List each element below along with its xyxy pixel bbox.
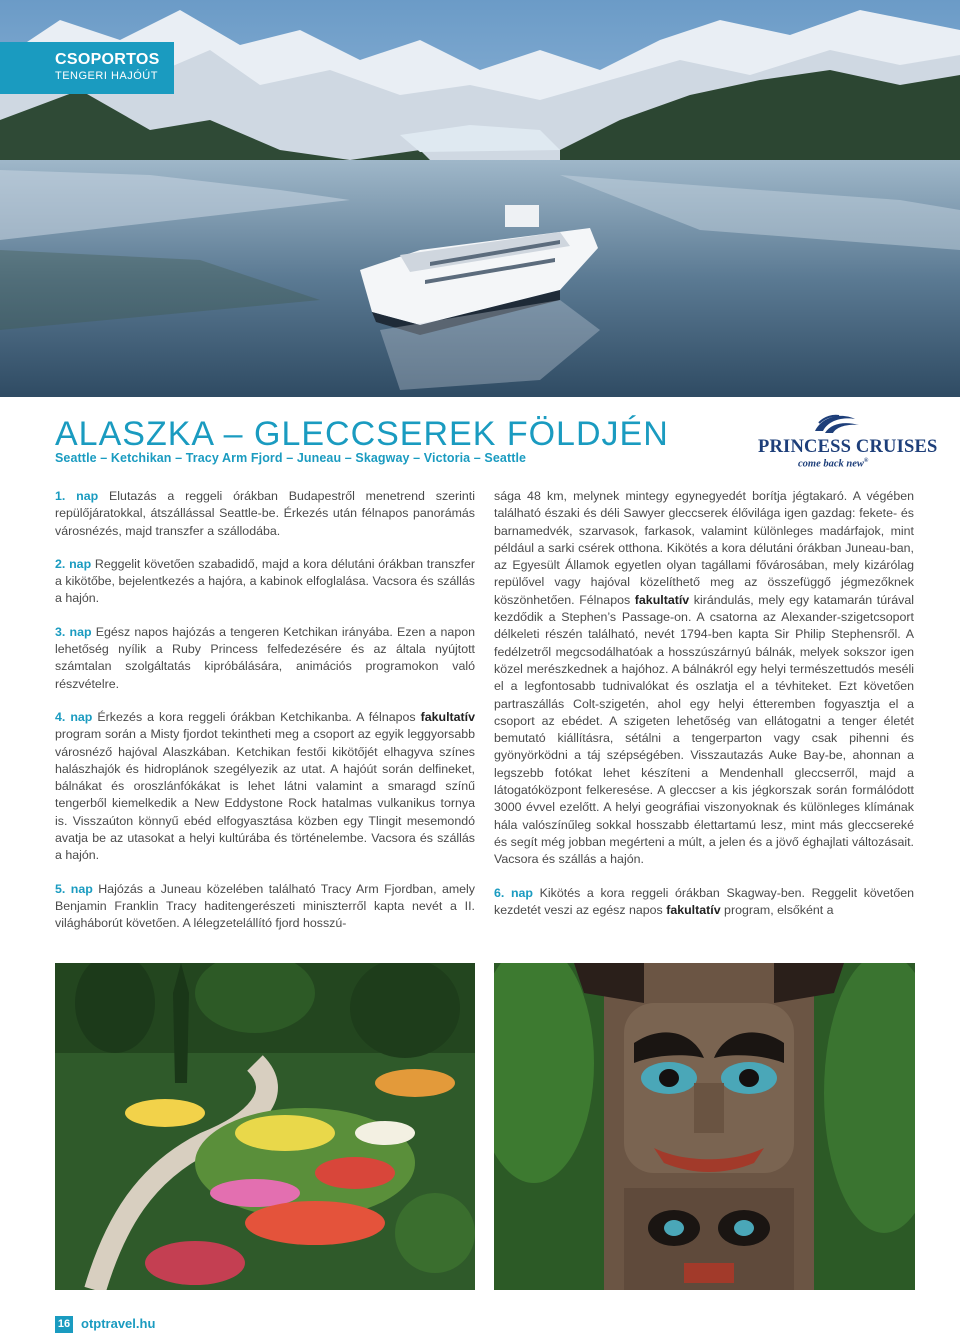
itinerary-column-left (55, 488, 475, 949)
princess-wave-logo-mark (809, 411, 865, 439)
princess-cruises-logo (758, 411, 938, 471)
route-subtitle: Seattle – Ketchikan – Tracy Arm Fjord – Juneau – Skagway – Victoria – Seattle (55, 451, 527, 465)
garden-photo (55, 963, 475, 1290)
category-badge (0, 42, 174, 94)
day-1-text: Elutazás a reggeli órákban Budapestről menetrend szerinti repülőjáratokkal, átszállással Seattle-be. Érkezés után félnapos panorámás városnézés, majd transzfer a szállodába. (55, 489, 475, 538)
day-2-paragraph (55, 556, 475, 608)
logo-tagline-text: come back new (798, 458, 864, 470)
day-6-label: 6. nap (494, 885, 534, 900)
day-4-text-b: program során a Misty fjordot tekintheti meg a csoport az egyik leggyorsabb városnéző hajóval Alaszkában. Ketchikan festői kikötőjét elhagyva színes halászhajók és hidroplánok szegélyezik az utat. A hajóút során delfineket, bálnákat és oroszlánfókákat is lehet látni valamint a smaragd színű tengerből kiemelkedik a New Eddystone Rock hatalmas vulkanikus tornya is. Visszaúton könnyű ebéd elfogyasztása közben egy Tlingit mesemondó avatja be az utasokat a helyi kultúrába és történelembe. Vacsora és szállás a hajón. (55, 727, 475, 863)
page-number: 16 (55, 1316, 73, 1333)
logo-trademark: ® (863, 458, 869, 464)
day-5-cont-text-a: sága 48 km, melynek mintegy egynegyedét borítja jégtakaró. A végében található északi és déli Sawyer gleccserek élővilága igen gazdag: fekete- és barnamedvék, szarvasok, farkasok, valamint különleges madárfajok, mint például a sarki csérek otthona. Kikötés a kora délutáni órákban Juneau-ban, az Egyesült Államok egyetlen olyan tagállami fővárosában, mely kizárólag repülővel vagy hajóval közelíthető meg az összefüggő jégmezőknek köszönhetően. Félnapos (494, 489, 914, 607)
day-2-label: 2. nap (55, 556, 92, 571)
website-link[interactable]: otptravel.hu (81, 1316, 156, 1331)
day-6-text-a: Kikötés a kora reggeli órákban Skagway-ben. Reggelit követően kezdetét veszi az egész napos (494, 885, 914, 917)
day-4-text-a: Érkezés a kora reggeli órákban Ketchikanba. A félnapos (92, 709, 421, 724)
page-title: ALASZKA – GLECCSEREK FÖLDJÉN (55, 415, 669, 453)
day-2-text: Reggelit követően szabadidő, majd a kora délutáni órákban transzfer a kikötőbe, bejelentkezés a hajóra, a kabinok elfoglalása. Vacsora és szállás a hajón. (55, 556, 475, 606)
day-3-label: 3. nap (55, 624, 92, 639)
day-3-paragraph (55, 624, 475, 693)
day-5-paragraph (55, 881, 475, 933)
badge-line-2: TENGERI HAJÓÚT (55, 70, 158, 82)
day-5-text: Hajózás a Juneau közelében található Tracy Arm Fjordban, amely Benjamin Franklin Tracy haditengerészeti miniszterről kapta nevét a II. világháborút követően. A lélegzetelállító fjord hosszú- (55, 881, 475, 931)
day-3-text: Egész napos hajózás a tengeren Ketchikan irányába. Ezen a napon lehetőség nyílik a Ruby Princess felfedezésére és az általa nyújtott számtalan szolgáltatás kipróbálására, animációs programokon való részvételre. (55, 624, 475, 691)
day-4-label: 4. nap (55, 709, 93, 724)
day-5-label: 5. nap (55, 881, 93, 896)
day-6-text-b: program, elsőként a (720, 902, 834, 917)
logo-brand-text: PRINCESS CRUISES (758, 437, 938, 457)
day-4-optional-keyword: fakultatív (420, 709, 475, 724)
logo-tagline (798, 458, 868, 470)
day-5-cont-text-b: kirándulás, mely egy katamarán túrával kezdődik a Stephen’s Passage-on. A csatorna az Alexander-szigetcsoport délkeleti részén található, nevét 1794-ben kapta Sir Philip Stephensről. A fedélzetről megcsodálhatóak a hosszúszárnyú bálnák, melyek sokszor igen közel merészkednek a hajóhoz. A bálnákról egy helyi természettudós meséli el a legfontosabb tudnivalókat és oszlatja el a tévhiteket. Ezt követően partraszállás Colt-szigetén, ahol egy helyi étteremben fogyasztja el a csoport az ebédet. A szigeten lehetőség van ellátogatni a tenger életét bemutató kiállításra, sétálni a tengerparton vagy csak pihenni és gyönyörködni a táj szépségében. Visszautazás Auke Bay-be, ahonnan a legszebb fotókat lehet készíteni a Mendenhall gleccserről, majd a látogatóközpont felkeresése. A gleccser a kis jégkorszak során formálódott 3000 évvel ezelőtt. A helyi geográfiai viszonyoknak és különleges klímának hála valószínűleg sokkal hosszabb élettartamú lesz, mint más gleccsereké és segít még jobban megérteni a múlt, a jelen és a jövő éghajlati változásait. Vacsora és szállás a hajón. (494, 592, 914, 867)
totem-pole-photo (494, 963, 915, 1290)
day-1-paragraph (55, 488, 475, 540)
itinerary-column-right (494, 488, 914, 935)
day-5-optional-keyword: fakultatív (634, 592, 690, 607)
day-5-continued-paragraph (494, 488, 914, 869)
day-1-label: 1. nap (55, 489, 99, 503)
garden-illustration (55, 963, 475, 1290)
day-6-optional-keyword: fakultatív (666, 902, 721, 917)
day-4-paragraph (55, 709, 475, 865)
badge-line-1: CSOPORTOS (55, 51, 160, 68)
totem-illustration (494, 963, 915, 1290)
day-6-paragraph (494, 885, 914, 920)
